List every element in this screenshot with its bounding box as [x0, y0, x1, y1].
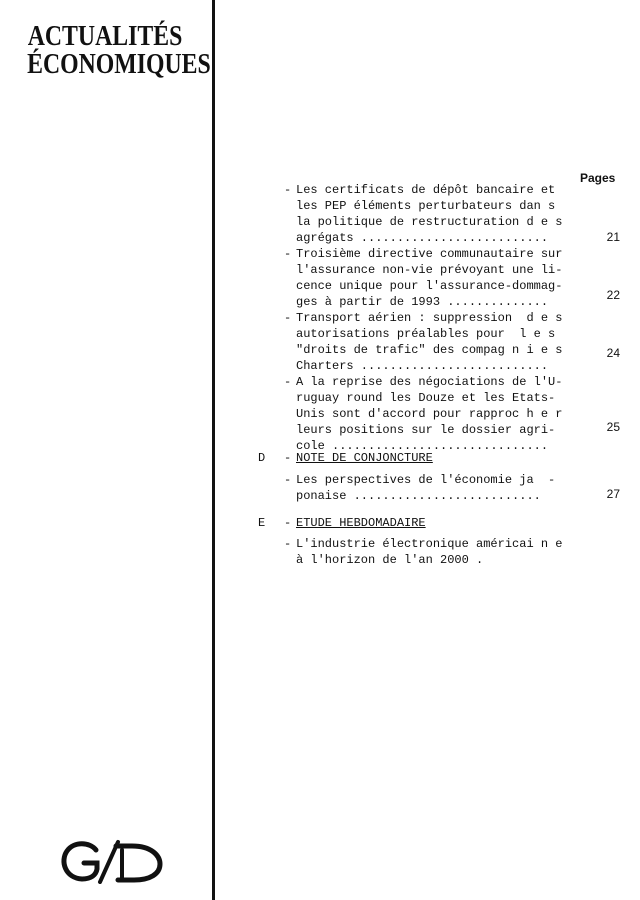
section-d-title: NOTE DE CONJONCTURE: [296, 451, 433, 465]
entry-1-line-3: la politique de restructuration d e s: [296, 215, 563, 229]
entry-dash: -: [284, 183, 292, 197]
entry-dash: -: [284, 516, 292, 530]
masthead-line-2: ÉCONOMIQUES: [27, 48, 211, 80]
entry-dash: -: [284, 537, 292, 551]
entry-2-line-3: cence unique pour l'assurance-dommag-: [296, 279, 563, 293]
entry-4-line-3: Unis sont d'accord pour rapproc h e r: [296, 407, 563, 421]
entry-3-line-2: autorisations préalables pour l e s: [296, 327, 556, 341]
entry-dash: -: [284, 473, 292, 487]
masthead-line-1: ACTUALITÉS: [27, 20, 183, 52]
entry-1-page: 21: [606, 230, 620, 244]
entry-dash: -: [284, 311, 292, 325]
section-e-entry-line-2: à l'horizon de l'an 2000 .: [296, 553, 484, 567]
entry-4-page: 25: [606, 420, 620, 434]
entry-3-line-1: Transport aérien : suppression d e s: [296, 311, 563, 325]
entry-dash: -: [284, 375, 292, 389]
entry-4-line-4: leurs positions sur le dossier agri-: [296, 423, 556, 437]
section-d-entry-page: 27: [606, 487, 620, 501]
section-d-letter: D: [258, 451, 266, 465]
entry-2-line-1: Troisième directive communautaire sur: [296, 247, 563, 261]
pages-column-header: Pages: [580, 171, 616, 185]
entry-3-line-3: "droits de trafic" des compag n i e s: [296, 343, 563, 357]
section-e-entry-line-1: L'industrie électronique américai n e: [296, 537, 563, 551]
entry-2-line-4: ges à partir de 1993 ..............: [296, 295, 549, 309]
entry-2-page: 22: [606, 288, 620, 302]
section-e-letter: E: [258, 516, 266, 530]
entry-1-line-4: agrégats ..........................: [296, 231, 549, 245]
entry-dash: -: [284, 247, 292, 261]
entry-4-line-2: ruguay round les Douze et les Etats-: [296, 391, 556, 405]
section-e-title: ETUDE HEBDOMADAIRE: [296, 516, 426, 530]
entry-2-line-2: l'assurance non-vie prévoyant une li-: [296, 263, 563, 277]
entry-4-line-5: cole ..............................: [296, 439, 549, 453]
entry-1-line-1: Les certificats de dépôt bancaire et: [296, 183, 556, 197]
entry-3-page: 24: [606, 346, 620, 360]
entry-3-line-4: Charters ..........................: [296, 359, 549, 373]
entry-4-line-1: A la reprise des négociations de l'U-: [296, 375, 563, 389]
section-d-entry-line-1: Les perspectives de l'économie ja -: [296, 473, 556, 487]
section-d-entry-line-2: ponaise ..........................: [296, 489, 541, 503]
entry-1-line-2: les PEP éléments perturbateurs dan s: [296, 199, 556, 213]
entry-dash: -: [284, 451, 292, 465]
